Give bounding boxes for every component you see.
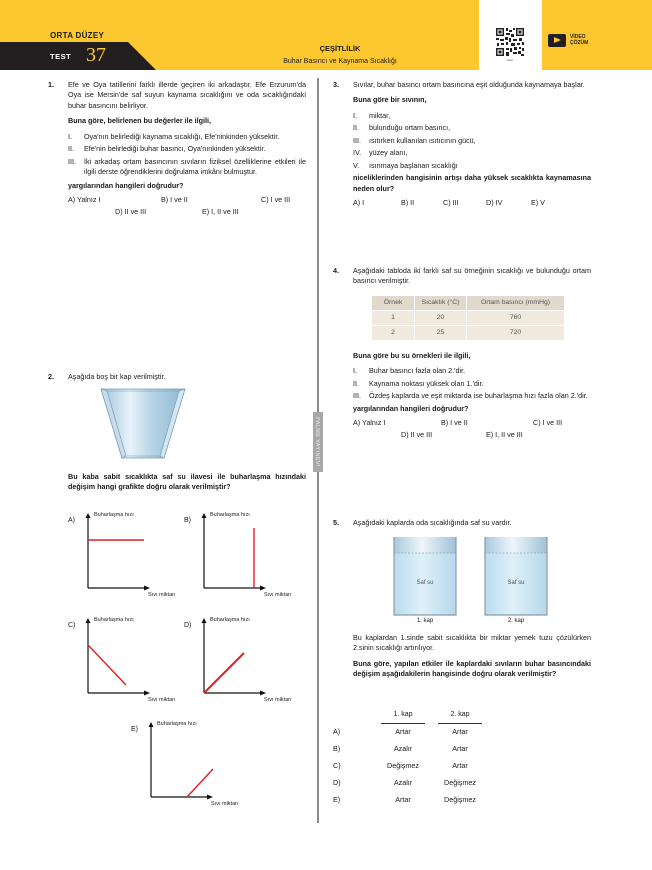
graph-line xyxy=(187,769,213,797)
option-letter: D) xyxy=(333,778,341,787)
option-b[interactable]: B) I ve II xyxy=(161,194,188,204)
question-2 xyxy=(48,372,306,822)
video-solution-label xyxy=(570,34,588,46)
roman-numeral: IV. xyxy=(353,148,362,158)
column-header: 1. kap xyxy=(393,711,413,718)
y-axis-label: Buharlaşma hızı xyxy=(210,617,250,623)
question-body xyxy=(68,372,306,382)
question-5 xyxy=(333,518,591,818)
test-number: 37 xyxy=(86,44,106,66)
x-axis-arrow xyxy=(207,795,213,800)
option-b[interactable]: B) II xyxy=(401,197,415,207)
graph-option-c[interactable] xyxy=(68,617,178,707)
container-content-label: Saf su xyxy=(416,580,434,586)
container-2-change: Değişmez xyxy=(444,795,476,804)
y-axis-arrow xyxy=(86,513,91,518)
y-axis-arrow xyxy=(202,513,207,518)
statement-text: Efe'nin belirlediği buhar basıncı, Oya'nınkinden yüksektir. xyxy=(84,144,266,154)
statement xyxy=(353,111,591,121)
test-label: TEST xyxy=(50,52,72,61)
statement-text: İki arkadaş ortam basıncının sıvıların fiziksel özelliklerine etkileri ile ilgili derste öğrendiklerini doğrulama imkânı bulmuştur. xyxy=(84,156,306,177)
answer-options-row2 xyxy=(353,430,591,442)
option-letter: E) xyxy=(333,795,341,804)
container-content-label: Saf su xyxy=(507,580,525,586)
option-d[interactable]: D) IV xyxy=(486,197,503,207)
option-letter: B) xyxy=(333,744,341,753)
empty-container-image xyxy=(98,386,188,462)
statement-text: Kaynama noktası yüksek olan 1.'dir. xyxy=(369,378,484,388)
answer-option-b[interactable] xyxy=(333,744,533,756)
question-body xyxy=(353,266,591,442)
question-text: niceliklerinden hangisinin artışı daha yüksek sıcaklıkta kaynamasına neden olur? xyxy=(353,173,591,193)
question-stem: Aşağıda boş bir kap verilmiştir. xyxy=(68,372,166,381)
answer-option-e[interactable] xyxy=(333,795,533,807)
column-header: 2. kap xyxy=(450,711,470,718)
statement xyxy=(353,379,591,389)
container-label: 1. kap xyxy=(416,618,434,624)
container-2-image xyxy=(484,536,548,616)
graph-b xyxy=(196,512,294,592)
table-cell: 2 xyxy=(372,325,415,340)
roman-numeral: II. xyxy=(68,144,74,154)
x-axis-label: Sıvı miktarı xyxy=(264,697,292,703)
y-axis-label: Buharlaşma hızı xyxy=(94,617,134,623)
question-prompt: Buna göre bir sıvının, xyxy=(353,95,427,105)
statement-text: Oya'nın belirlediği kaynama sıcaklığı, Efe'ninkinden yüksektir. xyxy=(84,131,280,141)
statement-text: miktar, xyxy=(369,110,391,120)
video-label-line1: VİDEO xyxy=(570,34,586,40)
statement-text: bulunduğu ortam basıncı, xyxy=(369,123,451,133)
roman-numeral: I. xyxy=(353,110,357,120)
page-header xyxy=(0,0,652,70)
statement-text: ısıtırken kullanılan ısıtıcının gücü, xyxy=(369,135,476,145)
option-a[interactable]: A) I xyxy=(353,197,365,207)
statement xyxy=(353,136,591,146)
answer-options-row1 xyxy=(353,418,591,430)
table-row xyxy=(372,310,565,325)
column-header: Ortam basıncı (mmHg) xyxy=(467,295,565,310)
roman-numeral: III. xyxy=(68,156,76,166)
container-1-image xyxy=(393,536,457,616)
x-axis-label: Sıvı miktarı xyxy=(148,697,176,703)
statement xyxy=(353,366,591,376)
table-cell: 20 xyxy=(415,310,467,325)
container-1-change: Artar xyxy=(395,727,411,736)
statement xyxy=(353,161,591,171)
roman-numeral: III. xyxy=(353,135,361,145)
container-1-change: Azalır xyxy=(393,744,413,753)
question-number: 5. xyxy=(333,518,339,527)
container-label: 2. kap xyxy=(507,618,525,624)
container-1-change: Değişmez xyxy=(387,761,419,770)
test-bar xyxy=(0,42,156,70)
option-letter: C) xyxy=(68,622,76,629)
x-axis-arrow xyxy=(144,691,150,696)
table-cell: 760 xyxy=(467,310,565,325)
statement xyxy=(68,157,306,178)
table-row xyxy=(372,325,565,340)
topic-subtitle: Buhar Basıncı ve Kaynama Sıcaklığı xyxy=(283,57,397,65)
table-cell: 720 xyxy=(467,325,565,340)
topic-title: ÇEŞİTLİLİK xyxy=(319,44,361,53)
question-paragraph: Bu kaplardan 1.sinde sabit sıcaklıkta bir miktar yemek tuzu çözülürken 2.sinin sıcaklığı artırılıyor. xyxy=(353,633,591,653)
container-2 xyxy=(484,536,548,626)
statement xyxy=(68,132,306,142)
y-axis-arrow xyxy=(202,618,207,623)
answer-option-c[interactable] xyxy=(333,761,533,773)
x-axis-label: Sıvı miktarı xyxy=(211,801,239,807)
option-letter: D) xyxy=(184,622,192,629)
video-label-line2: ÇÖZÜM xyxy=(570,40,589,46)
roman-numeral: V. xyxy=(353,160,360,170)
option-letter: C) xyxy=(333,761,341,770)
option-letter: A) xyxy=(333,727,341,736)
graph-line xyxy=(204,653,244,693)
question-info xyxy=(353,633,591,680)
container-2-change: Artar xyxy=(452,761,468,770)
column-header: Örnek xyxy=(372,295,415,310)
x-axis-label: Sıvı miktarı xyxy=(148,592,176,598)
option-c[interactable]: C) I ve III xyxy=(533,418,563,428)
option-letter: E) xyxy=(131,726,138,733)
statement-text: Buhar basıncı fazla olan 2.'dir. xyxy=(369,366,466,376)
column-header: Sıcaklık (°C) xyxy=(415,295,467,310)
statement xyxy=(353,148,591,158)
option-e[interactable]: E) I, II ve III xyxy=(202,206,239,216)
question-number: 1. xyxy=(48,80,54,89)
question-body xyxy=(353,518,591,528)
container-1-change: Artar xyxy=(395,795,411,804)
graph-c xyxy=(80,617,178,697)
header-underline xyxy=(381,723,425,724)
x-axis-label: Sıvı miktarı xyxy=(264,592,292,598)
option-letter: A) xyxy=(68,517,75,524)
answer-options xyxy=(353,198,591,210)
x-axis-arrow xyxy=(144,586,150,591)
table-header-row xyxy=(372,295,565,310)
roman-numeral: I. xyxy=(68,131,72,141)
x-axis-arrow xyxy=(260,691,266,696)
qr-caption: ▪▪▪▪▪▪ xyxy=(506,58,514,62)
roman-numeral: II. xyxy=(353,123,359,133)
statement-text: Özdeş kaplarda ve eşit miktarda ise buharlaşma hızı fazla olan 2.'dir. xyxy=(369,391,588,401)
question-stem: Aşağıdaki kaplarda oda sıcaklığında saf su vardır. xyxy=(353,518,512,527)
container-1-change: Azalır xyxy=(393,778,413,787)
answer-options-row2 xyxy=(68,207,306,219)
option-e[interactable]: E) I, II ve III xyxy=(486,430,523,440)
question-prompt: Buna göre, belirlenen bu değerler ile ilgili, xyxy=(68,116,211,126)
question-text: yargılarından hangileri doğrudur? xyxy=(353,403,469,413)
option-e[interactable]: E) V xyxy=(531,197,545,207)
graph-option-d[interactable] xyxy=(184,617,294,707)
roman-numeral: III. xyxy=(353,391,361,401)
publisher-side-label: PALME YAYINEVİ xyxy=(314,417,320,467)
y-axis-arrow xyxy=(149,722,154,727)
graph-option-e[interactable] xyxy=(131,721,241,811)
difficulty-level: ORTA DÜZEY xyxy=(50,31,105,40)
roman-numeral: I. xyxy=(353,366,357,376)
option-a[interactable]: A) Yalnız I xyxy=(68,194,101,204)
roman-numeral: II. xyxy=(353,378,359,388)
play-icon[interactable] xyxy=(548,34,566,47)
question-stem: Efe ve Oya tatillerini farklı illerde geçiren iki arkadaştır. Efe Erzurum'da Oya ise Mersin'de saf suyun kaynama sıcaklığını ve oda sıcaklığındaki buhar basıncını belirliyor. xyxy=(68,80,306,110)
question-stem: Sıvılar, buhar basıncı ortam basıncına eşit olduğunda kaynamaya başlar. xyxy=(353,80,585,89)
option-d[interactable]: D) II ve III xyxy=(401,430,433,440)
graph-option-a[interactable] xyxy=(68,512,178,602)
x-axis-arrow xyxy=(260,586,266,591)
question-number: 2. xyxy=(48,372,54,381)
container-2-change: Artar xyxy=(452,727,468,736)
option-c[interactable]: C) III xyxy=(443,197,459,207)
answer-option-d[interactable] xyxy=(333,778,533,790)
header-underline xyxy=(438,723,482,724)
container-2-change: Artar xyxy=(452,744,468,753)
statement xyxy=(353,391,591,401)
answer-options-row1 xyxy=(68,195,306,207)
statement-text: ısınmaya başlanan sıcaklığı xyxy=(369,160,458,170)
question-text: yargılarından hangileri doğrudur? xyxy=(68,180,184,190)
graph-d xyxy=(196,617,294,697)
topic xyxy=(200,44,480,67)
publisher-side-tab xyxy=(313,412,323,472)
y-axis-label: Buharlaşma hızı xyxy=(210,512,250,518)
graph-line xyxy=(88,645,126,685)
y-axis-arrow xyxy=(86,618,91,623)
option-c[interactable]: C) I ve III xyxy=(261,194,291,204)
option-b[interactable]: B) I ve II xyxy=(441,418,468,428)
option-a[interactable]: A) Yalnız I xyxy=(353,418,386,428)
question-number: 4. xyxy=(333,266,339,275)
sample-table xyxy=(371,295,565,341)
graph-option-b[interactable] xyxy=(184,512,294,602)
table-cell: 25 xyxy=(415,325,467,340)
question-text: Buna göre, yapılan etkiler ile kaplardaki sıvıların buhar basıncındaki değişim aşağıdakilerin hangisinde doğru olarak verilmiştir? xyxy=(353,658,591,679)
table-cell: 1 xyxy=(372,310,415,325)
y-axis-label: Buharlaşma hızı xyxy=(94,512,134,518)
question-prompt: Buna göre bu su örnekleri ile ilgili, xyxy=(353,350,471,360)
container-2-change: Değişmez xyxy=(444,778,476,787)
option-letter: B) xyxy=(184,517,191,524)
question-number: 3. xyxy=(333,80,339,89)
qr-code-icon[interactable] xyxy=(495,27,525,57)
y-axis-label: Buharlaşma hızı xyxy=(157,721,197,727)
question-stem: Aşağıdaki tabloda iki farklı saf su örneğinin sıcaklığı ve bulunduğu ortam basıncı verilmiştir. xyxy=(353,266,591,286)
question-body xyxy=(353,80,591,210)
statement xyxy=(353,123,591,133)
answer-option-a[interactable] xyxy=(333,727,533,739)
question-text: Bu kaba sabit sıcaklıkta saf su ilavesi ile buharlaşma hızındaki değişim hangi grafikte doğru olarak verilmiştir? xyxy=(68,472,306,492)
statement-text: yüzey alanı, xyxy=(369,148,408,158)
question-body xyxy=(68,80,306,219)
qr-box[interactable] xyxy=(479,0,542,70)
graph-e xyxy=(143,721,241,801)
option-d[interactable]: D) II ve III xyxy=(115,206,147,216)
answer-table xyxy=(333,710,591,810)
statement xyxy=(68,144,306,154)
container-1 xyxy=(393,536,457,626)
graph-a xyxy=(80,512,178,592)
